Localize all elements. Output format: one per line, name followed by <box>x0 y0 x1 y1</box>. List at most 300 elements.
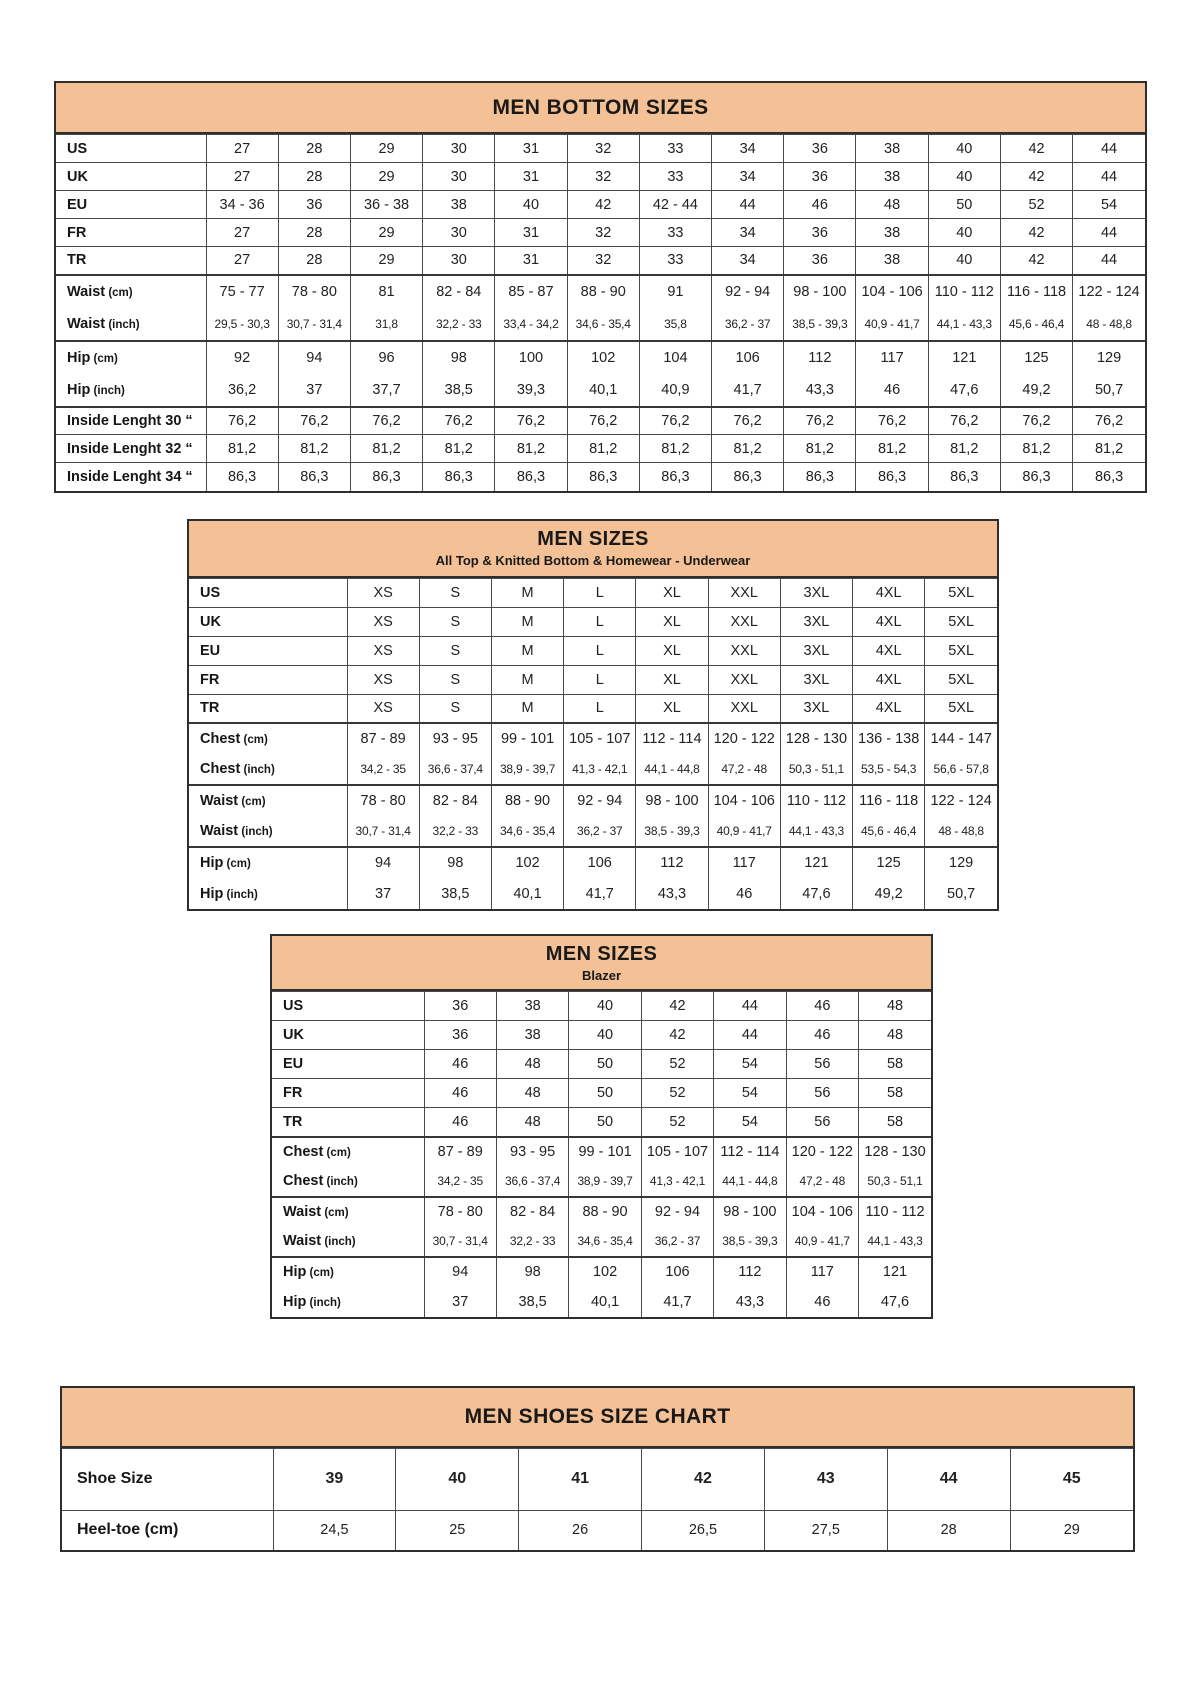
table-cell: 46 <box>708 878 780 909</box>
table-cell: 46 <box>786 992 858 1021</box>
row-label: Waist (cm) <box>189 785 347 816</box>
table-cell: 56 <box>786 1079 858 1108</box>
table-cell: 28 <box>278 219 350 247</box>
table-cell: 81,2 <box>350 435 422 463</box>
table-cell: 32 <box>567 247 639 275</box>
table-cell: 81,2 <box>1000 435 1072 463</box>
table-cell: 49,2 <box>1000 374 1072 407</box>
table-row <box>56 275 1145 308</box>
table-cell: 34,6 - 35,4 <box>569 1227 641 1257</box>
table-cell: 38 <box>856 247 928 275</box>
table-cell: 87 - 89 <box>347 723 419 754</box>
table-cell: 98 - 100 <box>784 275 856 308</box>
table-cell: 86,3 <box>856 463 928 491</box>
table-cell: 38 <box>856 219 928 247</box>
table-cell: 86,3 <box>206 463 278 491</box>
table-row <box>272 1257 931 1287</box>
table-cell: 29 <box>1010 1510 1133 1550</box>
table-cell: 40 <box>495 191 567 219</box>
table-cell: 112 <box>784 341 856 374</box>
table-cell: 42 <box>1000 247 1072 275</box>
table-cell: 30 <box>423 135 495 163</box>
table-cell: 3XL <box>780 578 852 607</box>
table-cell: 116 - 118 <box>1000 275 1072 308</box>
men-bottom-sizes-table <box>54 81 1147 493</box>
table-cell: 46 <box>424 1079 496 1108</box>
table-cell: 44 <box>1073 135 1145 163</box>
table-cell: 48 <box>859 1021 931 1050</box>
table-row <box>189 636 997 665</box>
table-row <box>56 191 1145 219</box>
table-cell: 40 <box>396 1448 519 1510</box>
row-label: UK <box>272 1021 424 1050</box>
table-cell: XXL <box>708 636 780 665</box>
table-cell: 48 <box>859 992 931 1021</box>
table-cell: 76,2 <box>350 407 422 435</box>
table-cell: 36,2 - 37 <box>712 308 784 341</box>
table-cell: 42 <box>641 1021 713 1050</box>
table-cell: 27 <box>206 163 278 191</box>
table-cell: 76,2 <box>928 407 1000 435</box>
table-cell: 76,2 <box>278 407 350 435</box>
table-cell: 48 - 48,8 <box>1073 308 1145 341</box>
table-cell: 40,9 - 41,7 <box>786 1227 858 1257</box>
table-cell: L <box>564 578 636 607</box>
table-cell: 122 - 124 <box>925 785 997 816</box>
table-cell: 26,5 <box>642 1510 765 1550</box>
table-title: MEN SIZES <box>545 942 658 965</box>
table-cell: 45 <box>1010 1448 1133 1510</box>
table-cell: 40,1 <box>567 374 639 407</box>
table-cell: 34 <box>712 219 784 247</box>
table-cell: 56,6 - 57,8 <box>925 754 997 785</box>
table-cell: 86,3 <box>928 463 1000 491</box>
table-cell: 38 <box>856 163 928 191</box>
table-cell: 86,3 <box>350 463 422 491</box>
row-label: TR <box>272 1108 424 1137</box>
table-row <box>56 219 1145 247</box>
table-cell: 34 - 36 <box>206 191 278 219</box>
table-cell: 98 <box>496 1257 568 1287</box>
table-cell: 38 <box>496 992 568 1021</box>
table-row <box>56 341 1145 374</box>
table-cell: 24,5 <box>273 1510 396 1550</box>
table-cell: 136 - 138 <box>853 723 925 754</box>
table-cell: 54 <box>1073 191 1145 219</box>
table-cell: 33 <box>639 247 711 275</box>
table-cell: 110 - 112 <box>928 275 1000 308</box>
table-cell: 32 <box>567 135 639 163</box>
table-cell: 44 <box>887 1448 1010 1510</box>
table-cell: 28 <box>278 135 350 163</box>
table-cell: 110 - 112 <box>780 785 852 816</box>
table-cell: 78 - 80 <box>424 1197 496 1227</box>
table-cell: 104 - 106 <box>708 785 780 816</box>
table-cell: 82 - 84 <box>496 1197 568 1227</box>
table-cell: XL <box>636 607 708 636</box>
table-title: MEN SHOES SIZE CHART <box>464 1404 731 1428</box>
row-label: Chest (cm) <box>189 723 347 754</box>
table-cell: 37 <box>278 374 350 407</box>
row-label: UK <box>56 163 206 191</box>
table-row <box>189 785 997 816</box>
table-cell: 81,2 <box>495 435 567 463</box>
table-row <box>272 1108 931 1137</box>
table-cell: 81,2 <box>784 435 856 463</box>
table-row <box>272 1287 931 1317</box>
table-cell: 42 <box>641 992 713 1021</box>
table-cell: 36 <box>278 191 350 219</box>
table-cell: 43,3 <box>784 374 856 407</box>
table-cell: 41,7 <box>641 1287 713 1317</box>
table-row <box>62 1510 1133 1550</box>
table-cell: 27 <box>206 247 278 275</box>
table-cell: 82 - 84 <box>423 275 495 308</box>
row-label: Inside Lenght 32 “ <box>56 435 206 463</box>
table-cell: 42 <box>567 191 639 219</box>
table-cell: 38,5 - 39,3 <box>714 1227 786 1257</box>
table-cell: 94 <box>347 847 419 878</box>
size-table <box>62 1448 1133 1551</box>
table-cell: S <box>419 607 491 636</box>
table-cell: 42 <box>1000 163 1072 191</box>
table-cell: 81,2 <box>712 435 784 463</box>
table-row <box>189 665 997 694</box>
table-cell: 78 - 80 <box>347 785 419 816</box>
table-cell: 32 <box>567 219 639 247</box>
table-cell: M <box>491 636 563 665</box>
size-table <box>56 134 1145 491</box>
table-cell: XL <box>636 636 708 665</box>
table-cell: 102 <box>569 1257 641 1287</box>
table-cell: 85 - 87 <box>495 275 567 308</box>
table-cell: 46 <box>424 1108 496 1137</box>
table-cell: 121 <box>780 847 852 878</box>
row-label: TR <box>189 694 347 723</box>
table-cell: 29 <box>350 135 422 163</box>
table-cell: 31 <box>495 219 567 247</box>
table-cell: 31 <box>495 135 567 163</box>
table-cell: 81,2 <box>206 435 278 463</box>
row-label: Hip (cm) <box>272 1257 424 1287</box>
table-cell: M <box>491 665 563 694</box>
row-label: Hip (inch) <box>272 1287 424 1317</box>
table-title: MEN SIZES <box>537 528 649 550</box>
table-cell: 53,5 - 54,3 <box>853 754 925 785</box>
table-row <box>272 1079 931 1108</box>
table-cell: 98 <box>423 341 495 374</box>
row-label: US <box>56 135 206 163</box>
table-cell: 4XL <box>853 694 925 723</box>
table-cell: 58 <box>859 1050 931 1079</box>
table-cell: 48 <box>496 1050 568 1079</box>
table-cell: 38,9 - 39,7 <box>491 754 563 785</box>
table-cell: 34,6 - 35,4 <box>491 816 563 847</box>
table-header <box>272 936 931 991</box>
table-row <box>272 1167 931 1197</box>
table-cell: 41,7 <box>712 374 784 407</box>
table-cell: M <box>491 578 563 607</box>
row-label: Heel-toe (cm) <box>62 1510 273 1550</box>
table-cell: 34,2 - 35 <box>424 1167 496 1197</box>
table-cell: 3XL <box>780 665 852 694</box>
table-cell: 46 <box>424 1050 496 1079</box>
table-cell: 38,9 - 39,7 <box>569 1167 641 1197</box>
table-cell: 117 <box>786 1257 858 1287</box>
table-cell: 46 <box>786 1287 858 1317</box>
table-cell: 36 <box>424 992 496 1021</box>
row-label: Waist (cm) <box>56 275 206 308</box>
table-cell: 125 <box>1000 341 1072 374</box>
table-cell: 4XL <box>853 578 925 607</box>
table-cell: 50 <box>928 191 1000 219</box>
table-cell: 30,7 - 31,4 <box>347 816 419 847</box>
table-cell: 88 - 90 <box>491 785 563 816</box>
table-cell: 117 <box>856 341 928 374</box>
table-cell: 41,7 <box>564 878 636 909</box>
table-cell: 88 - 90 <box>569 1197 641 1227</box>
row-label: Hip (inch) <box>56 374 206 407</box>
table-cell: 42 <box>1000 219 1072 247</box>
table-cell: 30,7 - 31,4 <box>278 308 350 341</box>
table-cell: 31 <box>495 163 567 191</box>
table-cell: 36 <box>784 247 856 275</box>
table-cell: 129 <box>925 847 997 878</box>
table-cell: L <box>564 607 636 636</box>
table-cell: 36 <box>424 1021 496 1050</box>
table-cell: S <box>419 636 491 665</box>
table-cell: 36,2 <box>206 374 278 407</box>
table-cell: 120 - 122 <box>708 723 780 754</box>
table-cell: 50,3 - 51,1 <box>780 754 852 785</box>
table-cell: 76,2 <box>495 407 567 435</box>
table-cell: 76,2 <box>784 407 856 435</box>
table-cell: 42 <box>642 1448 765 1510</box>
table-cell: 34 <box>712 135 784 163</box>
table-cell: 29 <box>350 219 422 247</box>
table-row <box>272 992 931 1021</box>
table-cell: 44,1 - 43,3 <box>859 1227 931 1257</box>
table-cell: 40,9 <box>639 374 711 407</box>
table-cell: XS <box>347 636 419 665</box>
table-cell: 5XL <box>925 665 997 694</box>
table-cell: 86,3 <box>639 463 711 491</box>
table-cell: 28 <box>278 247 350 275</box>
table-cell: XXL <box>708 665 780 694</box>
table-cell: 30,7 - 31,4 <box>424 1227 496 1257</box>
table-cell: 37 <box>424 1287 496 1317</box>
table-header <box>189 521 997 578</box>
table-cell: 31 <box>495 247 567 275</box>
table-cell: 33 <box>639 163 711 191</box>
table-cell: 86,3 <box>278 463 350 491</box>
table-subtitle: Blazer <box>581 967 622 983</box>
table-cell: 36 <box>784 219 856 247</box>
row-label: UK <box>189 607 347 636</box>
table-cell: 86,3 <box>784 463 856 491</box>
table-cell: 91 <box>639 275 711 308</box>
table-row <box>272 1227 931 1257</box>
table-cell: 34,6 - 35,4 <box>567 308 639 341</box>
table-cell: XL <box>636 665 708 694</box>
table-cell: 76,2 <box>423 407 495 435</box>
table-row <box>189 878 997 909</box>
row-label: Waist (inch) <box>189 816 347 847</box>
table-cell: 44 <box>712 191 784 219</box>
table-cell: 38 <box>423 191 495 219</box>
table-cell: 36,2 - 37 <box>641 1227 713 1257</box>
table-cell: 44,1 - 44,8 <box>714 1167 786 1197</box>
table-cell: 39,3 <box>495 374 567 407</box>
table-cell: 75 - 77 <box>206 275 278 308</box>
table-cell: 5XL <box>925 694 997 723</box>
table-cell: 105 - 107 <box>641 1137 713 1167</box>
table-cell: 92 - 94 <box>564 785 636 816</box>
table-cell: 44 <box>714 992 786 1021</box>
table-cell: 40 <box>569 992 641 1021</box>
row-label: EU <box>272 1050 424 1079</box>
table-cell: 86,3 <box>1073 463 1145 491</box>
table-cell: 76,2 <box>1000 407 1072 435</box>
table-cell: 44,1 - 44,8 <box>636 754 708 785</box>
table-cell: 36 - 38 <box>350 191 422 219</box>
table-cell: 125 <box>853 847 925 878</box>
table-cell: 38,5 - 39,3 <box>784 308 856 341</box>
row-label: Hip (inch) <box>189 878 347 909</box>
table-cell: 36 <box>784 163 856 191</box>
row-label: Waist (inch) <box>56 308 206 341</box>
table-cell: 49,2 <box>853 878 925 909</box>
table-cell: 27,5 <box>764 1510 887 1550</box>
table-cell: 128 - 130 <box>859 1137 931 1167</box>
table-cell: 5XL <box>925 636 997 665</box>
table-cell: 98 - 100 <box>636 785 708 816</box>
table-cell: 98 - 100 <box>714 1197 786 1227</box>
table-cell: 99 - 101 <box>569 1137 641 1167</box>
table-cell: 40,9 - 41,7 <box>708 816 780 847</box>
table-cell: 78 - 80 <box>278 275 350 308</box>
table-cell: 47,2 - 48 <box>786 1167 858 1197</box>
table-cell: S <box>419 694 491 723</box>
row-label: Shoe Size <box>62 1448 273 1510</box>
table-row <box>56 135 1145 163</box>
table-cell: 86,3 <box>712 463 784 491</box>
table-cell: 3XL <box>780 694 852 723</box>
table-cell: 36,2 - 37 <box>564 816 636 847</box>
table-cell: 5XL <box>925 607 997 636</box>
table-cell: 81,2 <box>567 435 639 463</box>
table-cell: 41,3 - 42,1 <box>564 754 636 785</box>
table-cell: 3XL <box>780 607 852 636</box>
table-cell: 94 <box>424 1257 496 1287</box>
table-cell: 40,1 <box>569 1287 641 1317</box>
table-cell: 52 <box>641 1079 713 1108</box>
table-header <box>62 1388 1133 1448</box>
row-label: US <box>272 992 424 1021</box>
table-cell: 128 - 130 <box>780 723 852 754</box>
table-cell: 38,5 - 39,3 <box>636 816 708 847</box>
table-cell: 122 - 124 <box>1073 275 1145 308</box>
table-cell: 76,2 <box>712 407 784 435</box>
row-label: Waist (cm) <box>272 1197 424 1227</box>
table-cell: 99 - 101 <box>491 723 563 754</box>
table-cell: 112 <box>714 1257 786 1287</box>
table-cell: 33,4 - 34,2 <box>495 308 567 341</box>
table-cell: 36,6 - 37,4 <box>419 754 491 785</box>
table-cell: 46 <box>784 191 856 219</box>
row-label: Chest (cm) <box>272 1137 424 1167</box>
table-cell: 54 <box>714 1108 786 1137</box>
table-cell: 25 <box>396 1510 519 1550</box>
table-cell: 38 <box>856 135 928 163</box>
table-cell: L <box>564 694 636 723</box>
table-cell: 47,6 <box>859 1287 931 1317</box>
table-cell: 106 <box>564 847 636 878</box>
table-cell: 47,6 <box>780 878 852 909</box>
men-sizes-blazer-table <box>270 934 933 1319</box>
table-row <box>56 163 1145 191</box>
men-shoes-size-chart-table <box>60 1386 1135 1553</box>
table-cell: S <box>419 665 491 694</box>
table-cell: 86,3 <box>423 463 495 491</box>
table-cell: XL <box>636 694 708 723</box>
table-cell: 52 <box>641 1108 713 1137</box>
table-row <box>56 435 1145 463</box>
table-cell: 30 <box>423 219 495 247</box>
table-cell: 37 <box>347 878 419 909</box>
table-cell: 44 <box>714 1021 786 1050</box>
table-cell: 76,2 <box>567 407 639 435</box>
table-cell: 54 <box>714 1079 786 1108</box>
table-cell: XS <box>347 607 419 636</box>
table-cell: 40 <box>928 135 1000 163</box>
table-cell: 46 <box>786 1021 858 1050</box>
table-cell: 92 - 94 <box>641 1197 713 1227</box>
table-cell: 34,2 - 35 <box>347 754 419 785</box>
table-cell: 38,5 <box>419 878 491 909</box>
table-cell: 50 <box>569 1050 641 1079</box>
table-row <box>56 308 1145 341</box>
table-cell: 58 <box>859 1108 931 1137</box>
size-table <box>189 578 997 910</box>
table-cell: 92 - 94 <box>712 275 784 308</box>
table-cell: 48 <box>496 1108 568 1137</box>
table-cell: 96 <box>350 341 422 374</box>
row-label: EU <box>189 636 347 665</box>
table-cell: 58 <box>859 1079 931 1108</box>
table-row <box>189 578 997 607</box>
table-cell: 44 <box>1073 219 1145 247</box>
table-cell: 46 <box>856 374 928 407</box>
table-cell: 50,7 <box>1073 374 1145 407</box>
men-sizes-top-table <box>187 519 999 912</box>
table-cell: 44 <box>1073 247 1145 275</box>
table-cell: 76,2 <box>1073 407 1145 435</box>
table-cell: 81,2 <box>1073 435 1145 463</box>
table-cell: XL <box>636 578 708 607</box>
table-cell: 4XL <box>853 607 925 636</box>
table-cell: 94 <box>278 341 350 374</box>
table-cell: 54 <box>714 1050 786 1079</box>
table-cell: 48 - 48,8 <box>925 816 997 847</box>
table-subtitle: All Top & Knitted Bottom & Homewear - Underwear <box>435 553 751 568</box>
table-cell: 44,1 - 43,3 <box>928 308 1000 341</box>
table-cell: 110 - 112 <box>859 1197 931 1227</box>
table-cell: 28 <box>278 163 350 191</box>
table-cell: 81,2 <box>856 435 928 463</box>
table-cell: 44,1 - 43,3 <box>780 816 852 847</box>
table-cell: 43,3 <box>714 1287 786 1317</box>
